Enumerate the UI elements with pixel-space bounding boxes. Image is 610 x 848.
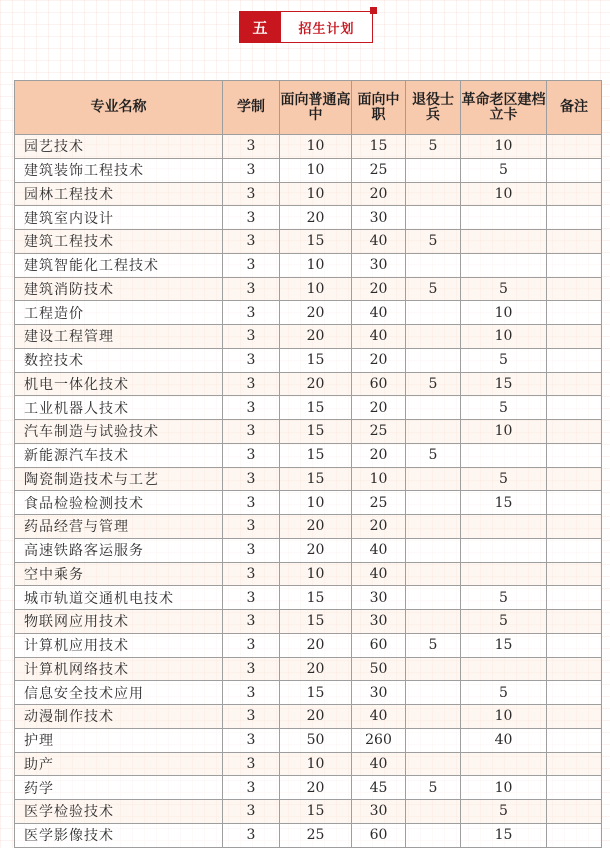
veteran-quota-cell xyxy=(406,253,461,277)
revolutionary-area-quota-cell xyxy=(461,443,547,467)
major-name-cell: 建筑消防技术 xyxy=(15,277,223,301)
duration-cell: 3 xyxy=(223,705,280,729)
table-row xyxy=(15,776,602,800)
table-row xyxy=(15,348,602,372)
veteran-quota-cell: 5 xyxy=(406,633,461,657)
column-header: 革命老区建档立卡 xyxy=(461,81,547,135)
vocational-quota-cell: 40 xyxy=(352,301,406,325)
vocational-quota-cell: 60 xyxy=(352,372,406,396)
table-row xyxy=(15,182,602,206)
vocational-quota-cell: 25 xyxy=(352,420,406,444)
remarks-cell xyxy=(547,277,602,301)
revolutionary-area-quota-cell xyxy=(461,752,547,776)
high-school-quota-cell: 15 xyxy=(280,586,352,610)
high-school-quota-cell: 15 xyxy=(280,610,352,634)
veteran-quota-cell xyxy=(406,206,461,230)
revolutionary-area-quota-cell: 15 xyxy=(461,491,547,515)
veteran-quota-cell xyxy=(406,158,461,182)
high-school-quota-cell: 20 xyxy=(280,705,352,729)
veteran-quota-cell xyxy=(406,301,461,325)
high-school-quota-cell: 20 xyxy=(280,776,352,800)
table-row xyxy=(15,657,602,681)
revolutionary-area-quota-cell: 5 xyxy=(461,610,547,634)
remarks-cell xyxy=(547,728,602,752)
major-name-cell: 建设工程管理 xyxy=(15,325,223,349)
revolutionary-area-quota-cell: 5 xyxy=(461,396,547,420)
duration-cell: 3 xyxy=(223,230,280,254)
high-school-quota-cell: 20 xyxy=(280,633,352,657)
vocational-quota-cell: 40 xyxy=(352,325,406,349)
duration-cell: 3 xyxy=(223,752,280,776)
duration-cell: 3 xyxy=(223,443,280,467)
vocational-quota-cell: 30 xyxy=(352,610,406,634)
remarks-cell xyxy=(547,396,602,420)
remarks-cell xyxy=(547,182,602,206)
column-header: 专业名称 xyxy=(15,81,223,135)
veteran-quota-cell: 5 xyxy=(406,230,461,254)
duration-cell: 3 xyxy=(223,277,280,301)
major-name-cell: 陶瓷制造技术与工艺 xyxy=(15,467,223,491)
major-name-cell: 高速铁路客运服务 xyxy=(15,538,223,562)
remarks-cell xyxy=(547,348,602,372)
high-school-quota-cell: 15 xyxy=(280,800,352,824)
remarks-cell xyxy=(547,752,602,776)
major-name-cell: 空中乘务 xyxy=(15,562,223,586)
vocational-quota-cell: 20 xyxy=(352,348,406,372)
veteran-quota-cell xyxy=(406,752,461,776)
revolutionary-area-quota-cell: 5 xyxy=(461,158,547,182)
section-number-badge: 五 xyxy=(239,11,281,43)
remarks-cell xyxy=(547,158,602,182)
table-row xyxy=(15,443,602,467)
table-row xyxy=(15,420,602,444)
high-school-quota-cell: 25 xyxy=(280,823,352,847)
duration-cell: 3 xyxy=(223,728,280,752)
major-name-cell: 药学 xyxy=(15,776,223,800)
duration-cell: 3 xyxy=(223,776,280,800)
vocational-quota-cell: 40 xyxy=(352,752,406,776)
high-school-quota-cell: 10 xyxy=(280,253,352,277)
major-name-cell: 工程造价 xyxy=(15,301,223,325)
vocational-quota-cell: 60 xyxy=(352,823,406,847)
revolutionary-area-quota-cell: 5 xyxy=(461,586,547,610)
column-header: 面向中职 xyxy=(352,81,406,135)
vocational-quota-cell: 20 xyxy=(352,277,406,301)
table-row xyxy=(15,325,602,349)
table-row xyxy=(15,301,602,325)
revolutionary-area-quota-cell xyxy=(461,562,547,586)
table-row xyxy=(15,135,602,159)
duration-cell: 3 xyxy=(223,206,280,230)
revolutionary-area-quota-cell: 10 xyxy=(461,301,547,325)
revolutionary-area-quota-cell: 10 xyxy=(461,420,547,444)
major-name-cell: 医学影像技术 xyxy=(15,823,223,847)
duration-cell: 3 xyxy=(223,562,280,586)
veteran-quota-cell: 5 xyxy=(406,443,461,467)
column-header: 退役士兵 xyxy=(406,81,461,135)
high-school-quota-cell: 20 xyxy=(280,372,352,396)
veteran-quota-cell xyxy=(406,491,461,515)
high-school-quota-cell: 10 xyxy=(280,752,352,776)
table-body xyxy=(15,135,602,848)
revolutionary-area-quota-cell: 15 xyxy=(461,633,547,657)
table-row xyxy=(15,728,602,752)
duration-cell: 3 xyxy=(223,538,280,562)
remarks-cell xyxy=(547,515,602,539)
revolutionary-area-quota-cell: 5 xyxy=(461,800,547,824)
remarks-cell xyxy=(547,586,602,610)
remarks-cell xyxy=(547,135,602,159)
revolutionary-area-quota-cell: 10 xyxy=(461,135,547,159)
major-name-cell: 建筑智能化工程技术 xyxy=(15,253,223,277)
high-school-quota-cell: 15 xyxy=(280,467,352,491)
vocational-quota-cell: 20 xyxy=(352,515,406,539)
high-school-quota-cell: 20 xyxy=(280,515,352,539)
revolutionary-area-quota-cell xyxy=(461,657,547,681)
table-row xyxy=(15,230,602,254)
major-name-cell: 数控技术 xyxy=(15,348,223,372)
revolutionary-area-quota-cell: 15 xyxy=(461,823,547,847)
table-row xyxy=(15,586,602,610)
vocational-quota-cell: 260 xyxy=(352,728,406,752)
high-school-quota-cell: 20 xyxy=(280,301,352,325)
table-row xyxy=(15,396,602,420)
table-row xyxy=(15,610,602,634)
vocational-quota-cell: 40 xyxy=(352,538,406,562)
veteran-quota-cell xyxy=(406,705,461,729)
vocational-quota-cell: 20 xyxy=(352,182,406,206)
remarks-cell xyxy=(547,253,602,277)
duration-cell: 3 xyxy=(223,586,280,610)
remarks-cell xyxy=(547,633,602,657)
revolutionary-area-quota-cell xyxy=(461,538,547,562)
vocational-quota-cell: 20 xyxy=(352,443,406,467)
remarks-cell xyxy=(547,301,602,325)
high-school-quota-cell: 10 xyxy=(280,182,352,206)
revolutionary-area-quota-cell: 5 xyxy=(461,681,547,705)
duration-cell: 3 xyxy=(223,182,280,206)
duration-cell: 3 xyxy=(223,135,280,159)
duration-cell: 3 xyxy=(223,420,280,444)
veteran-quota-cell xyxy=(406,325,461,349)
major-name-cell: 药品经营与管理 xyxy=(15,515,223,539)
vocational-quota-cell: 30 xyxy=(352,253,406,277)
revolutionary-area-quota-cell xyxy=(461,253,547,277)
veteran-quota-cell xyxy=(406,182,461,206)
table-header-row xyxy=(15,81,602,135)
revolutionary-area-quota-cell: 10 xyxy=(461,182,547,206)
remarks-cell xyxy=(547,420,602,444)
vocational-quota-cell: 20 xyxy=(352,396,406,420)
veteran-quota-cell xyxy=(406,823,461,847)
high-school-quota-cell: 50 xyxy=(280,728,352,752)
veteran-quota-cell xyxy=(406,396,461,420)
table-row xyxy=(15,681,602,705)
remarks-cell xyxy=(547,823,602,847)
veteran-quota-cell xyxy=(406,728,461,752)
remarks-cell xyxy=(547,705,602,729)
veteran-quota-cell xyxy=(406,800,461,824)
high-school-quota-cell: 20 xyxy=(280,657,352,681)
major-name-cell: 助产 xyxy=(15,752,223,776)
revolutionary-area-quota-cell: 10 xyxy=(461,705,547,729)
vocational-quota-cell: 40 xyxy=(352,705,406,729)
corner-square-icon xyxy=(370,7,377,14)
major-name-cell: 食品检验检测技术 xyxy=(15,491,223,515)
revolutionary-area-quota-cell: 5 xyxy=(461,348,547,372)
veteran-quota-cell xyxy=(406,348,461,372)
table-row xyxy=(15,372,602,396)
veteran-quota-cell: 5 xyxy=(406,135,461,159)
duration-cell: 3 xyxy=(223,253,280,277)
major-name-cell: 园林工程技术 xyxy=(15,182,223,206)
high-school-quota-cell: 15 xyxy=(280,396,352,420)
table-row xyxy=(15,515,602,539)
high-school-quota-cell: 15 xyxy=(280,230,352,254)
vocational-quota-cell: 30 xyxy=(352,586,406,610)
vocational-quota-cell: 15 xyxy=(352,135,406,159)
table-row xyxy=(15,562,602,586)
high-school-quota-cell: 15 xyxy=(280,420,352,444)
revolutionary-area-quota-cell: 10 xyxy=(461,776,547,800)
column-header: 备注 xyxy=(547,81,602,135)
revolutionary-area-quota-cell xyxy=(461,230,547,254)
veteran-quota-cell: 5 xyxy=(406,372,461,396)
duration-cell: 3 xyxy=(223,681,280,705)
remarks-cell xyxy=(547,206,602,230)
veteran-quota-cell xyxy=(406,467,461,491)
major-name-cell: 新能源汽车技术 xyxy=(15,443,223,467)
remarks-cell xyxy=(547,325,602,349)
major-name-cell: 建筑工程技术 xyxy=(15,230,223,254)
remarks-cell xyxy=(547,657,602,681)
major-name-cell: 园艺技术 xyxy=(15,135,223,159)
remarks-cell xyxy=(547,800,602,824)
table-row xyxy=(15,277,602,301)
duration-cell: 3 xyxy=(223,348,280,372)
high-school-quota-cell: 10 xyxy=(280,491,352,515)
vocational-quota-cell: 30 xyxy=(352,681,406,705)
table-row xyxy=(15,823,602,847)
veteran-quota-cell: 5 xyxy=(406,277,461,301)
major-name-cell: 计算机应用技术 xyxy=(15,633,223,657)
remarks-cell xyxy=(547,467,602,491)
vocational-quota-cell: 40 xyxy=(352,230,406,254)
column-header: 学制 xyxy=(223,81,280,135)
high-school-quota-cell: 20 xyxy=(280,325,352,349)
enrollment-plan-table xyxy=(14,80,602,848)
veteran-quota-cell: 5 xyxy=(406,776,461,800)
remarks-cell xyxy=(547,538,602,562)
revolutionary-area-quota-cell: 10 xyxy=(461,325,547,349)
vocational-quota-cell: 40 xyxy=(352,562,406,586)
duration-cell: 3 xyxy=(223,657,280,681)
major-name-cell: 护理 xyxy=(15,728,223,752)
table-row xyxy=(15,752,602,776)
table-row xyxy=(15,467,602,491)
major-name-cell: 建筑室内设计 xyxy=(15,206,223,230)
table-row xyxy=(15,538,602,562)
major-name-cell: 城市轨道交通机电技术 xyxy=(15,586,223,610)
veteran-quota-cell xyxy=(406,562,461,586)
revolutionary-area-quota-cell xyxy=(461,206,547,230)
duration-cell: 3 xyxy=(223,800,280,824)
veteran-quota-cell xyxy=(406,610,461,634)
veteran-quota-cell xyxy=(406,515,461,539)
veteran-quota-cell xyxy=(406,420,461,444)
table-row xyxy=(15,800,602,824)
remarks-cell xyxy=(547,230,602,254)
veteran-quota-cell xyxy=(406,681,461,705)
section-title: 招生计划 xyxy=(298,21,355,37)
table-row xyxy=(15,206,602,230)
vocational-quota-cell: 60 xyxy=(352,633,406,657)
remarks-cell xyxy=(547,491,602,515)
remarks-cell xyxy=(547,372,602,396)
table-row xyxy=(15,158,602,182)
vocational-quota-cell: 45 xyxy=(352,776,406,800)
high-school-quota-cell: 15 xyxy=(280,681,352,705)
high-school-quota-cell: 10 xyxy=(280,158,352,182)
veteran-quota-cell xyxy=(406,657,461,681)
section-title-box xyxy=(281,11,373,43)
duration-cell: 3 xyxy=(223,610,280,634)
high-school-quota-cell: 20 xyxy=(280,538,352,562)
vocational-quota-cell: 30 xyxy=(352,206,406,230)
major-name-cell: 汽车制造与试验技术 xyxy=(15,420,223,444)
high-school-quota-cell: 15 xyxy=(280,348,352,372)
table-row xyxy=(15,491,602,515)
duration-cell: 3 xyxy=(223,396,280,420)
vocational-quota-cell: 25 xyxy=(352,491,406,515)
revolutionary-area-quota-cell: 40 xyxy=(461,728,547,752)
major-name-cell: 信息安全技术应用 xyxy=(15,681,223,705)
major-name-cell: 建筑装饰工程技术 xyxy=(15,158,223,182)
duration-cell: 3 xyxy=(223,325,280,349)
high-school-quota-cell: 20 xyxy=(280,206,352,230)
veteran-quota-cell xyxy=(406,538,461,562)
remarks-cell xyxy=(547,610,602,634)
revolutionary-area-quota-cell: 5 xyxy=(461,277,547,301)
vocational-quota-cell: 50 xyxy=(352,657,406,681)
duration-cell: 3 xyxy=(223,467,280,491)
table-row xyxy=(15,253,602,277)
revolutionary-area-quota-cell xyxy=(461,515,547,539)
duration-cell: 3 xyxy=(223,823,280,847)
major-name-cell: 计算机网络技术 xyxy=(15,657,223,681)
high-school-quota-cell: 10 xyxy=(280,135,352,159)
high-school-quota-cell: 15 xyxy=(280,443,352,467)
major-name-cell: 动漫制作技术 xyxy=(15,705,223,729)
major-name-cell: 医学检验技术 xyxy=(15,800,223,824)
vocational-quota-cell: 25 xyxy=(352,158,406,182)
major-name-cell: 工业机器人技术 xyxy=(15,396,223,420)
table-row xyxy=(15,705,602,729)
remarks-cell xyxy=(547,562,602,586)
duration-cell: 3 xyxy=(223,372,280,396)
major-name-cell: 机电一体化技术 xyxy=(15,372,223,396)
high-school-quota-cell: 10 xyxy=(280,562,352,586)
remarks-cell xyxy=(547,443,602,467)
duration-cell: 3 xyxy=(223,515,280,539)
veteran-quota-cell xyxy=(406,586,461,610)
duration-cell: 3 xyxy=(223,491,280,515)
duration-cell: 3 xyxy=(223,633,280,657)
column-header: 面向普通高中 xyxy=(280,81,352,135)
vocational-quota-cell: 10 xyxy=(352,467,406,491)
section-header xyxy=(239,11,373,43)
table-row xyxy=(15,633,602,657)
duration-cell: 3 xyxy=(223,301,280,325)
duration-cell: 3 xyxy=(223,158,280,182)
remarks-cell xyxy=(547,776,602,800)
revolutionary-area-quota-cell: 5 xyxy=(461,467,547,491)
high-school-quota-cell: 10 xyxy=(280,277,352,301)
revolutionary-area-quota-cell: 15 xyxy=(461,372,547,396)
remarks-cell xyxy=(547,681,602,705)
vocational-quota-cell: 30 xyxy=(352,800,406,824)
major-name-cell: 物联网应用技术 xyxy=(15,610,223,634)
